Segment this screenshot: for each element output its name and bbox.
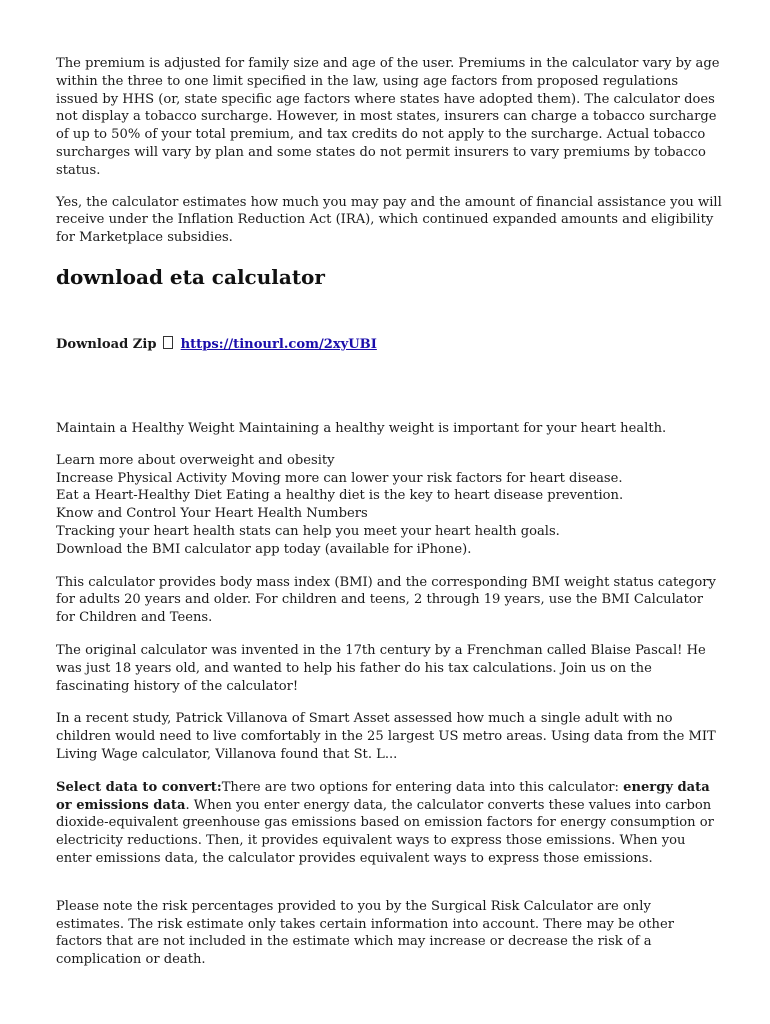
history-paragraph: The original calculator was invented in the 17th century by a Frenchman called Blaise Pascal! He was just 18 years old, and wanted to help his father do his tax calculations. Join us on the fascinating history of the calculator! — [56, 642, 706, 694]
list-item: Eat a Heart-Healthy Diet Eating a healthy diet is the key to heart disease prevention. — [56, 488, 624, 504]
risk-paragraph: Please note the risk percentages provided to you by the Surgical Risk Calculator are only estimates. The risk estimate only takes certain information into account. There may be other factors that are not included in the estimate which may increase or decrease the risk of a complication or death. — [56, 898, 674, 968]
list-item: Tracking your heart health stats can help you meet your heart health goals. — [56, 523, 560, 539]
heart-tips-list — [56, 452, 722, 559]
bmi-paragraph: This calculator provides body mass index (BMI) and the corresponding BMI weight status category for adults 20 years and older. For children and teens, 2 through 19 years, use the BMI Calculator for Children and Teens. — [56, 574, 716, 626]
download-label: Download Zip — [56, 336, 157, 352]
document-body — [56, 55, 722, 969]
convert-lead: Select data to convert: — [56, 779, 222, 795]
convert-text-2: . When you enter energy data, the calculator converts these values into carbon dioxide-equivalent greenhouse gas emissions based on emission factors for energy consumption or electricity reductions. Then, it provides equivalent ways to express those emissions. When you enter emissions data, the calculator provides equivalent ways to express those emissions. — [56, 797, 714, 866]
download-line — [56, 336, 722, 354]
convert-text-1: There are two options for entering data into this calculator: — [221, 779, 624, 795]
list-item: Know and Control Your Heart Health Numbers — [56, 506, 368, 522]
living-wage-paragraph: In a recent study, Patrick Villanova of Smart Asset assessed how much a single adult with no children would need to live comfortably in the 25 largest US metro areas. Using data from the MIT Living Wage calculator, Villanova found that St. L... — [56, 711, 716, 762]
premium-paragraph: The premium is adjusted for family size and age of the user. Premiums in the calculator vary by age within the three to one limit specified in the law, using age factors from proposed regulations issued by HHS (or, state specific age factors where states have adopted them). The calculator does not display a tobacco surcharge. However, in most states, insurers can charge a tobacco surcharge of up to 50% of your total premium, and tax credits do not apply to the surcharge. Actual tobacco surcharges will vary by plan and some states do not permit insurers to vary premiums by tobacco status. — [56, 56, 720, 178]
list-item: Increase Physical Activity Moving more can lower your risk factors for heart disease. — [56, 470, 623, 486]
page-heading: download eta calculator — [56, 264, 325, 289]
convert-bold: energy data or emissions data — [56, 779, 710, 813]
list-item: Learn more about overweight and obesity — [56, 452, 335, 468]
download-link[interactable]: https://tinourl.com/2xyUBI — [180, 336, 377, 352]
ira-paragraph: Yes, the calculator estimates how much you may pay and the amount of financial assistance you will receive under the Inflation Reduction Act (IRA), which continued expanded amounts and eligibility for Marketplace subsidies. — [56, 194, 722, 246]
heart-intro-paragraph: Maintain a Healthy Weight Maintaining a healthy weight is important for your heart health. — [56, 420, 667, 436]
list-item: Download the BMI calculator app today (available for iPhone). — [56, 541, 472, 557]
missing-glyph-icon — [163, 336, 173, 349]
convert-paragraph — [56, 779, 722, 868]
